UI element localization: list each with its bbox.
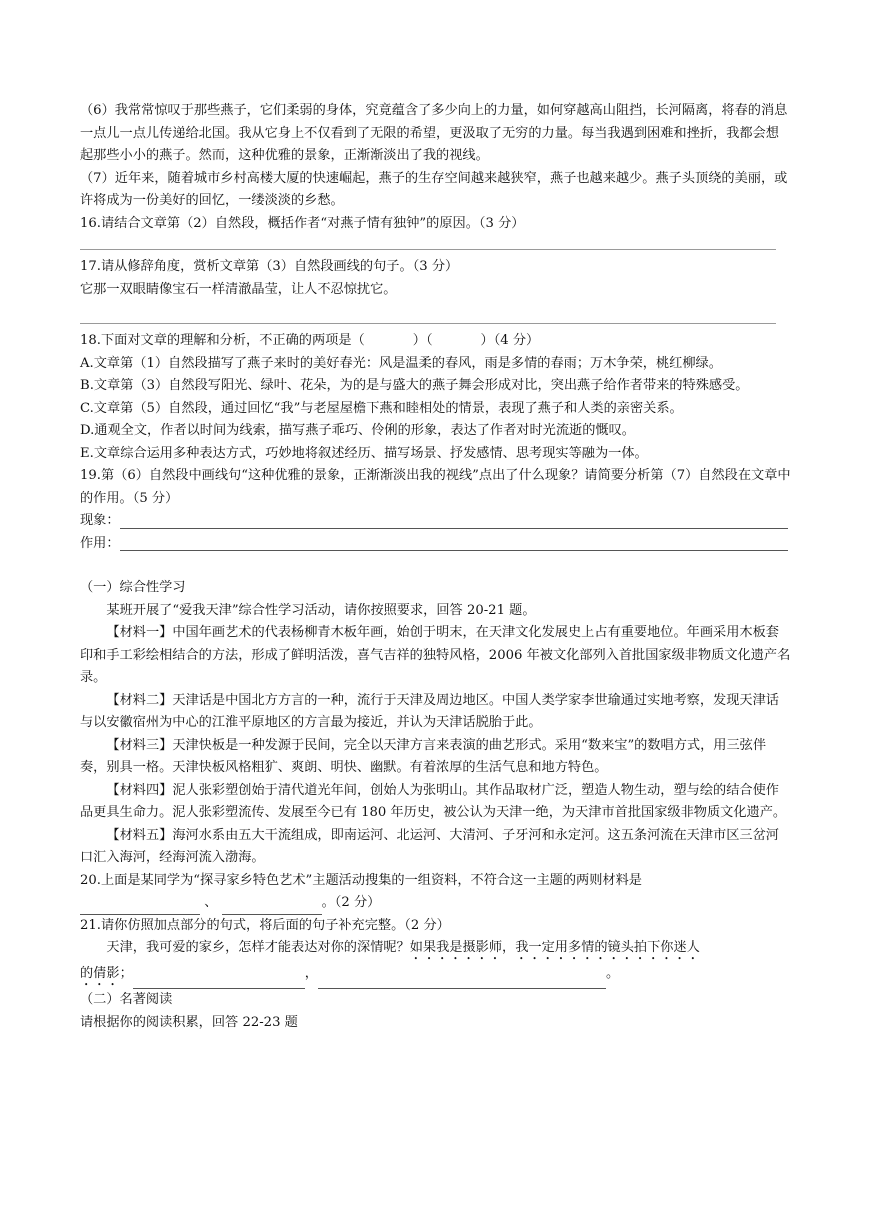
option-b: B.文章第（3）自然段写阳光、绿叶、花朵，为的是与盛大的燕子舞会形成对比，突出燕子给作者带来的特殊感受。 — [80, 378, 749, 393]
option-d: D.通观全文，作者以时间为线索，描写燕子乖巧、伶俐的形象，表达了作者对时光流逝的慨叹。 — [80, 423, 635, 438]
material-1: 【材料一】中国年画艺术的代表杨柳青木板年画，始创于明末，在天津文化发展史上占有重要地位。年画采用木板套印和手工彩绘相结合的方法，形成了鲜明活泼，喜气吉祥的独特风格，2006 年被文化部列入首批国家级非物质文化遗产名录。 — [80, 625, 791, 685]
question-21-dotted-a: 如果我是摄影师，我一定用多情的镜头拍下你迷人 — [409, 940, 700, 955]
material-2: 【材料二】天津话是中国北方方言的一种，流行于天津及周边地区。中国人类学家李世瑜通过实地考察，发现天津话与以安徽宿州为中心的江淮平原地区的方言最为接近，并认为天津话脱胎于此。 — [80, 692, 779, 730]
question-20-blanks — [80, 892, 792, 915]
question-21-end: 。 — [605, 966, 620, 981]
paragraph-6: （6）我常常惊叹于那些燕子，它们柔弱的身体，究竟蕴含了多少向上的力量，如何穿越高山阻挡，长河隔离，将春的消息一点儿一点儿传递给北国。我从它身上不仅看到了无限的希望，更汲取了无穷的力量。每当我遇到困难和挫折，我都会想起那些小小的燕子。然而，这种优雅的景象，正渐渐淡出了我的视线。 — [80, 103, 788, 163]
phenomenon-row — [80, 510, 792, 533]
function-row — [80, 533, 792, 556]
question-20-separator: 、 — [204, 895, 218, 910]
question-19: 19.第（6）自然段中画线句“这种优雅的景象，正渐渐淡出我的视线”点出了什么现象？请简要分析第（7）自然段在文章中的作用。（5 分） — [80, 468, 791, 506]
question-17-sentence: 它那一双眼睛像宝石一样清澈晶莹，让人不忍惊扰它。 — [80, 281, 397, 297]
question-20: 20.上面是某同学为“探寻家乡特色艺术”主题活动搜集的一组资料，不符合这一主题的两则材料是 — [80, 872, 642, 888]
question-18 — [80, 330, 792, 353]
answer-blank-20-1[interactable] — [80, 900, 200, 915]
question-18-stem-b: ）（ — [412, 333, 433, 348]
question-21-lead: 天津，我可爱的家乡，怎样才能表达对你的深情呢？ — [106, 940, 410, 955]
question-18-stem-a: 18.下面对文章的理解和分析，不正确的两项是（ — [80, 333, 365, 348]
phenomenon-label: 现象： — [80, 513, 120, 528]
paragraph-7: （7）近年来，随着城市乡村高楼大厦的快速崛起，燕子的生存空间越来越狭窄，燕子也越来越少。燕子头顶绕的美丽，或许将成为一份美好的回忆，一缕淡淡的乡愁。 — [80, 170, 788, 208]
material-4: 【材料四】泥人张彩塑创始于清代道光年间，创始人为张明山。其作品取材广泛，塑造人物生动，塑与绘的结合使作品更具生命力。泥人张彩塑流传、发展至今已有 180 年历史，被公认为天津一绝，为天津市首批国家级非物质文化遗产。 — [80, 782, 787, 820]
phenomenon-answer-line[interactable] — [120, 512, 788, 529]
question-21-blanks — [80, 963, 792, 989]
option-c: C.文章第（5）自然段，通过回忆“我”与老屋屋檐下燕和睦相处的情景，表现了燕子和人类的亲密关系。 — [80, 400, 683, 416]
question-21: 21.请你仿照加点部分的句式，将后面的句子补充完整。（2 分） — [80, 917, 450, 933]
section-heading-comprehensive: （一）综合性学习 — [80, 580, 186, 595]
option-e: E.文章综合运用多种表达方式，巧妙地将叙述经历、描写场景、抒发感情、思考现实等融为一体。 — [80, 445, 648, 461]
material-3: 【材料三】天津快板是一种发源于民间，完全以天津方言来表演的曲艺形式。采用“数来宝”的数唱方式，用三弦伴奏，别具一格。天津快板风格粗犷、爽朗、明快、幽默。有着浓厚的生活气息和地方特色。 — [80, 737, 767, 775]
section-intro: 某班开展了“爱我天津”综合性学习活动，请你按照要求，回答 20-21 题。 — [106, 602, 536, 618]
question-16: 16.请结合文章第（2）自然段，概括作者“对燕子情有独钟”的原因。（3 分） — [80, 215, 525, 231]
question-21-after-b: ； — [119, 966, 133, 981]
answer-line-16[interactable] — [80, 235, 776, 250]
question-20-end: 。（2 分） — [321, 895, 381, 910]
section-heading-classics: （二）名著阅读 — [80, 992, 173, 1007]
answer-blank-21-1[interactable] — [133, 974, 305, 989]
question-18-stem-c: ）（4 分） — [480, 333, 540, 348]
question-21-comma: ， — [304, 966, 318, 981]
answer-line-17[interactable] — [80, 309, 776, 324]
function-answer-line[interactable] — [120, 534, 788, 551]
exam-page — [80, 100, 792, 1034]
question-21-prompt — [80, 937, 792, 963]
section-classics-intro: 请根据你的阅读积累，回答 22-23 题 — [80, 1014, 298, 1030]
function-label: 作用： — [80, 535, 120, 551]
answer-blank-20-2[interactable] — [222, 900, 322, 915]
question-21-dotted-b: 的倩影 — [80, 966, 120, 981]
option-a: A.文章第（1）自然段描写了燕子来时的美好春光：风是温柔的春风，雨是多情的春雨；万木争荣，桃红柳绿。 — [80, 355, 722, 371]
material-5: 【材料五】海河水系由五大干流组成，即南运河、北运河、大清河、子牙河和永定河。这五条河流在天津市区三岔河口汇入海河，经海河流入渤海。 — [80, 827, 779, 865]
question-17: 17.请从修辞角度，赏析文章第（3）自然段画线的句子。（3 分） — [80, 259, 459, 274]
answer-blank-21-2[interactable] — [318, 974, 606, 989]
